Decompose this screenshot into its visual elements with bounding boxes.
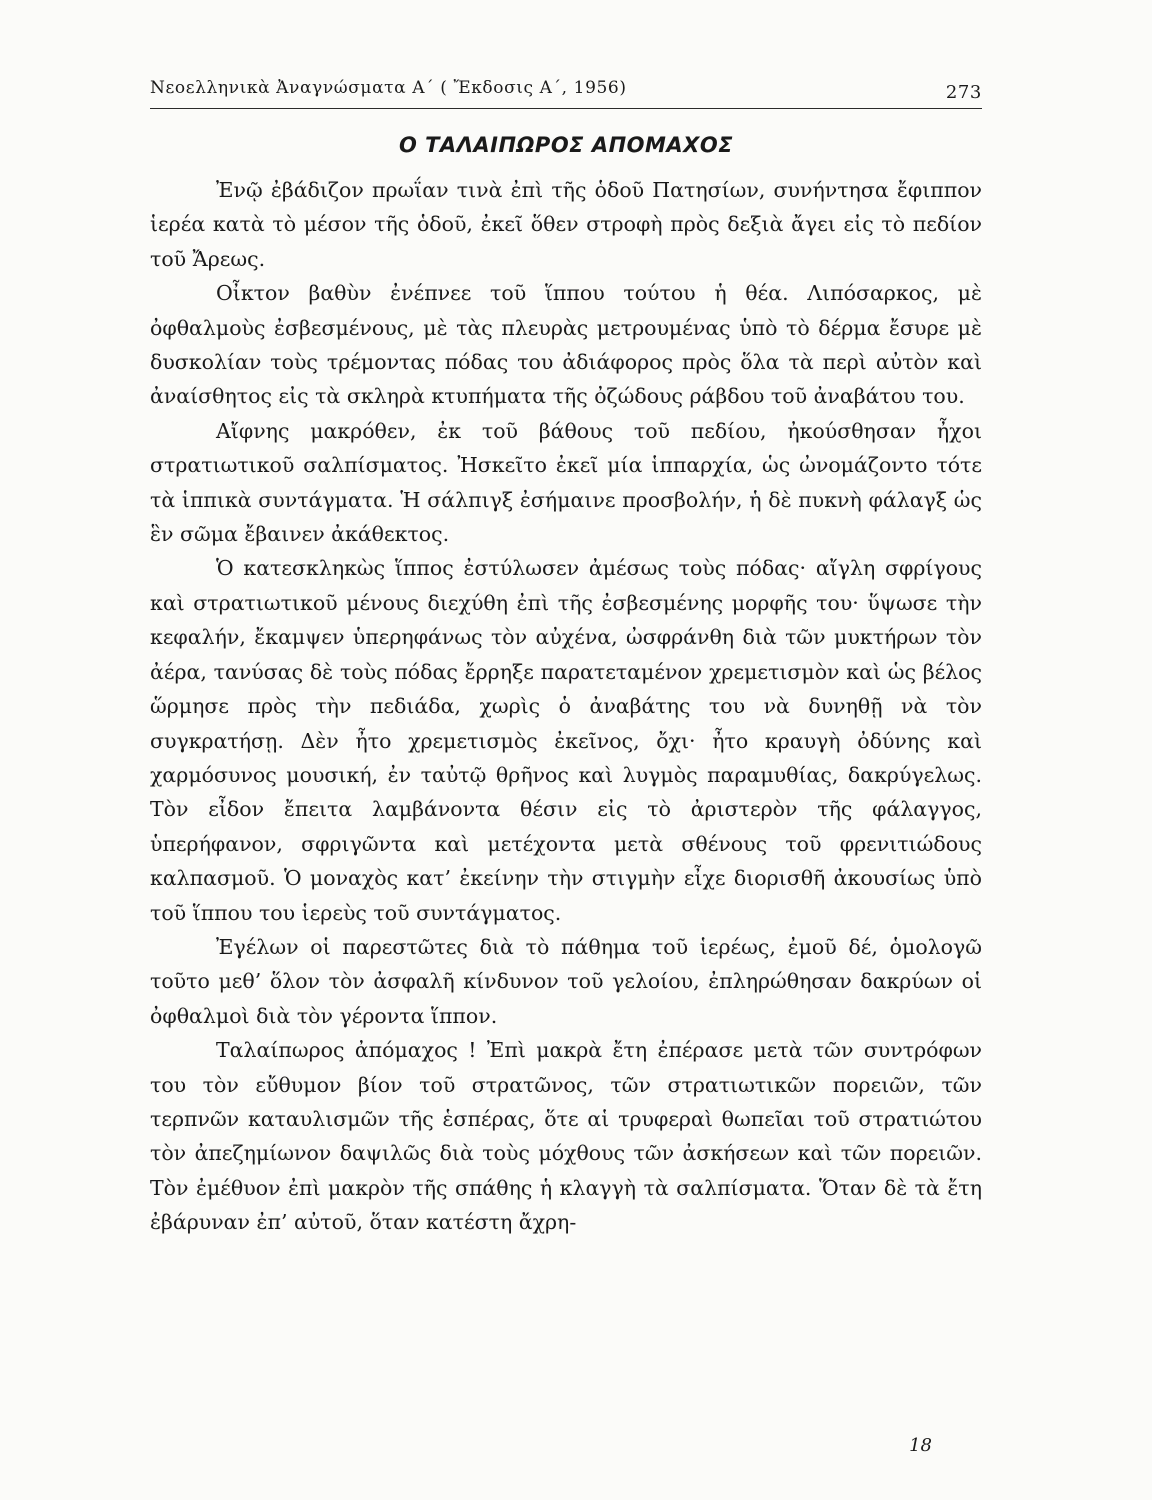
paragraph: Ἐνῷ ἐβάδιζον πρωΐαν τινὰ ἐπὶ τῆς ὁδοῦ Πατησίων, συνήντησα ἔφιππον ἱερέα κατὰ τὸ μέσον τῆς ὁδοῦ, ἐκεῖ ὅθεν στροφὴ πρὸς δεξιὰ ἄγει εἰς τὸ πεδίον τοῦ Ἄρεως. xyxy=(150,178,982,271)
paragraph: Ἐγέλων οἱ παρεστῶτες διὰ τὸ πάθημα τοῦ ἱερέως, ἐμοῦ δέ, ὁμολογῶ τοῦτο μεθ’ ὅλον τὸν ἀσφαλῆ κίνδυνον τοῦ γελοίου, ἐπληρώθησαν δακρύων οἱ ὀφθαλμοὶ διὰ τὸν γέροντα ἵππον. xyxy=(150,934,982,1028)
paragraph: Ταλαίπωρος ἀπόμαχος ! Ἐπὶ μακρὰ ἔτη ἐπέρασε μετὰ τῶν συντρόφων του τὸν εὔθυμον βίον τοῦ στρατῶνος, τῶν στρατιωτικῶν πορειῶν, τῶν τερπνῶν καταυλισμῶν τῆς ἑσπέρας, ὅτε αἱ τρυφεραὶ θωπεῖαι τοῦ στρατιώτου τὸν ἀπεζημίωνον δαψιλῶς διὰ τοὺς μόχθους τῶν ἀσκήσεων καὶ τῶν πορειῶν. Τὸν ἐμέθυον ἐπὶ μακρὸν τῆς σπάθης ἡ κλαγγὴ τὰ σαλπίσματα. Ὅταν δὲ τὰ ἔτη ἐβάρυναν ἐπ’ αὐτοῦ, ὅταν κατέστη ἄχρη- xyxy=(150,1038,982,1235)
article-body xyxy=(150,173,982,1240)
paragraph: Οἶκτον βαθὺν ἐνέπνεε τοῦ ἵππου τούτου ἡ θέα. Λιπόσαρκος, μὲ ὀφθαλμοὺς ἐσβεσμένους, μὲ τὰς πλευρὰς μετρουμένας ὑπὸ τὸ δέρμα ἔσυρε μὲ δυσκολίαν τοὺς τρέμοντας πόδας του ἀδιάφορος πρὸς ὅλα τὰ περὶ αὐτὸν καὶ ἀναίσθητος εἰς τὰ σκληρὰ κτυπήματα τῆς ὀζώδους ράβδου τοῦ ἀναβάτου του. xyxy=(150,281,982,409)
book-page xyxy=(150,76,982,1456)
article-title: Ο ΤΑΛΑΙΠΩΡΟΣ ΑΠΟΜΑΧΟΣ xyxy=(398,133,734,157)
paragraph: Αἴφνης μακρόθεν, ἐκ τοῦ βάθους τοῦ πεδίου, ἠκούσθησαν ἦχοι στρατιωτικοῦ σαλπίσματος. Ἠσκεῖτο ἐκεῖ μία ἱππαρχία, ὡς ὠνομάζοντο τότε τὰ ἱππικὰ συντάγματα. Ἡ σάλπιγξ ἐσήμαινε προσβολήν, ἡ δὲ πυκνὴ φάλαγξ ὡς ἓν σῶμα ἔβαινεν ἀκάθεκτος. xyxy=(150,418,982,547)
running-header xyxy=(150,76,982,109)
running-title: Νεοελληνικὰ Ἀναγνώσματα Α΄ ( Ἔκδοσις Α΄, 1956) xyxy=(150,78,627,98)
signature-mark: 18 xyxy=(909,1435,932,1456)
paragraph: Ὁ κατεσκληκὼς ἵππος ἐστύλωσεν ἀμέσως τοὺς πόδας· αἴγλη σφρίγους καὶ στρατιωτικοῦ μένους διεχύθη ἐπὶ τῆς ἐσβεσμένης μορφῆς του· ὕψωσε τὴν κεφαλήν, ἔκαμψεν ὑπερηφάνως τὸν αὐχένα, ὠσφράνθη διὰ τῶν μυκτήρων τὸν ἀέρα, τανύσας δὲ τοὺς πόδας ἔρρηξε παρατεταμένον χρεμετισμὸν καὶ ὡς βέλος ὥρμησε πρὸς τὴν πεδιάδα, χωρὶς ὁ ἀναβάτης του νὰ δυνηθῇ νὰ τὸν συγκρατήσῃ. Δὲν ἦτο χρεμετισμὸς ἐκεῖνος, ὄχι· ἦτο κραυγὴ ὀδύνης καὶ χαρμόσυνος μουσική, ἐν ταὐτῷ θρῆνος καὶ λυγμὸς παραμυθίας, δακρύγελως. Τὸν εἶδον ἔπειτα λαμβάνοντα θέσιν εἰς τὸ ἀριστερὸν τῆς φάλαγγος, ὑπερήφανον, σφριγῶντα καὶ μετέχοντα μετὰ σθένους τοῦ φρενιτιώδους καλπασμοῦ. Ὁ μοναχὸς κατ’ ἐκείνην τὴν στιγμὴν εἶχε διορισθῆ ἀκουσίως ὑπὸ τοῦ ἵππου του ἱερεὺς τοῦ συντάγματος. xyxy=(150,556,982,925)
page-number: 273 xyxy=(945,82,982,103)
